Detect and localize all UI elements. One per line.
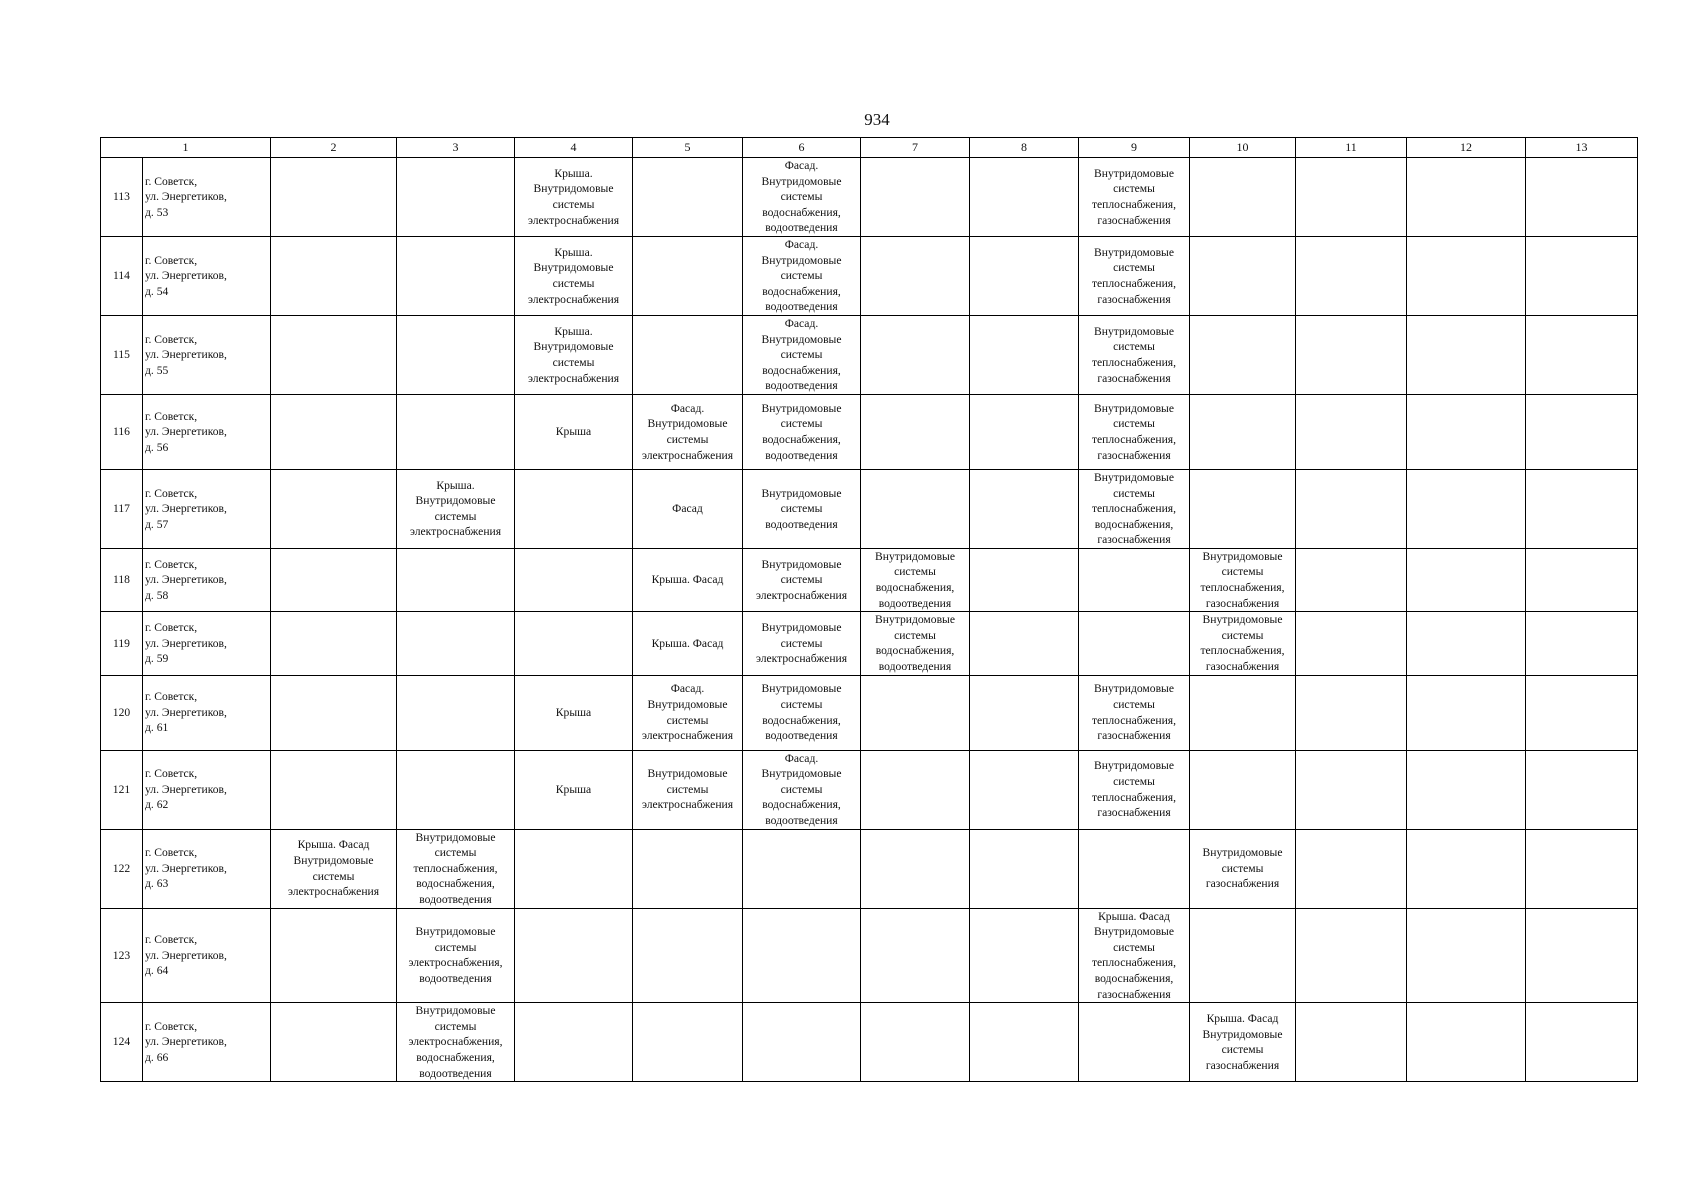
table-row xyxy=(101,394,1638,469)
table-cell-col-3 xyxy=(397,1003,515,1082)
table-cell-col-8 xyxy=(970,469,1079,548)
table-cell-col-4 xyxy=(515,675,633,750)
cell-text: Внутридомовые системы водоснабжения, водоотведения xyxy=(761,401,842,462)
table-cell-col-12 xyxy=(1407,394,1526,469)
table-cell-col-10 xyxy=(1190,469,1296,548)
table-cell-col-6 xyxy=(743,750,861,829)
table-cell-col-6 xyxy=(743,675,861,750)
column-header-9: 9 xyxy=(1079,138,1190,158)
table-cell-col-10 xyxy=(1190,908,1296,1003)
table-cell-col-13 xyxy=(1526,1003,1638,1082)
row-number: 120 xyxy=(101,675,143,750)
table-row xyxy=(101,908,1638,1003)
table-cell-col-12 xyxy=(1407,236,1526,315)
table-cell-col-3 xyxy=(397,394,515,469)
table-cell-col-13 xyxy=(1526,829,1638,908)
table-cell-col-3 xyxy=(397,158,515,237)
table-cell-col-13 xyxy=(1526,315,1638,394)
address-cell xyxy=(143,750,271,829)
column-header-10: 10 xyxy=(1190,138,1296,158)
address-cell xyxy=(143,158,271,237)
table-cell-col-2 xyxy=(271,469,397,548)
address-cell xyxy=(143,1003,271,1082)
row-number: 124 xyxy=(101,1003,143,1082)
table-cell-col-9 xyxy=(1079,469,1190,548)
table-cell-col-4 xyxy=(515,612,633,675)
address-cell xyxy=(143,315,271,394)
table-cell-col-9 xyxy=(1079,158,1190,237)
cell-text: Внутридомовые системы электроснабжения, водоснабжения, водоотведения xyxy=(408,1004,503,1080)
table-cell-col-8 xyxy=(970,158,1079,237)
table-cell-col-9 xyxy=(1079,548,1190,611)
address-cell xyxy=(143,612,271,675)
table-row xyxy=(101,469,1638,548)
table-cell-col-8 xyxy=(970,315,1079,394)
table-cell-col-2 xyxy=(271,612,397,675)
table-cell-col-5 xyxy=(633,1003,743,1082)
table-cell-col-7 xyxy=(861,612,970,675)
work-schedule-table xyxy=(100,137,1638,1082)
page-number: 934 xyxy=(864,110,890,129)
column-header-8: 8 xyxy=(970,138,1079,158)
table-cell-col-5 xyxy=(633,908,743,1003)
cell-text: Крыша xyxy=(555,705,592,719)
table-row xyxy=(101,315,1638,394)
column-header-12: 12 xyxy=(1407,138,1526,158)
cell-text: Внутридомовые системы водоотведения xyxy=(761,486,842,531)
cell-text: Фасад. Внутридомовые системы водоснабжения, водоотведения xyxy=(761,237,842,314)
column-header-7: 7 xyxy=(861,138,970,158)
table-cell-col-8 xyxy=(970,1003,1079,1082)
table-cell-col-2 xyxy=(271,1003,397,1082)
table-cell-col-9 xyxy=(1079,612,1190,675)
table-cell-col-11 xyxy=(1296,469,1407,548)
table-cell-col-11 xyxy=(1296,750,1407,829)
cell-text: Внутридомовые системы теплоснабжения, газоснабжения xyxy=(1091,245,1177,306)
address-cell xyxy=(143,469,271,548)
cell-text: Внутридомовые системы теплоснабжения, газоснабжения xyxy=(1091,324,1177,385)
cell-text: Внутридомовые системы электроснабжения xyxy=(641,767,734,812)
row-number: 116 xyxy=(101,394,143,469)
table-cell-col-3 xyxy=(397,315,515,394)
table-cell-col-6 xyxy=(743,829,861,908)
table-cell-col-4 xyxy=(515,829,633,908)
cell-text: Внутридомовые системы водоснабжения, водоотведения xyxy=(875,613,955,674)
table-cell-col-11 xyxy=(1296,612,1407,675)
row-number: 114 xyxy=(101,236,143,315)
header-row xyxy=(101,138,1638,158)
table-cell-col-10 xyxy=(1190,612,1296,675)
table-cell-col-8 xyxy=(970,750,1079,829)
table-cell-col-8 xyxy=(970,829,1079,908)
row-number: 118 xyxy=(101,548,143,611)
table-cell-col-9 xyxy=(1079,236,1190,315)
address-text: г. Советск, ул. Энергетиков, д. 64 xyxy=(145,932,227,978)
cell-text: Внутридомовые системы водоснабжения, водоотведения xyxy=(761,682,842,743)
table-cell-col-4 xyxy=(515,236,633,315)
table-cell-col-10 xyxy=(1190,158,1296,237)
table-row xyxy=(101,236,1638,315)
table-cell-col-12 xyxy=(1407,158,1526,237)
table-cell-col-9 xyxy=(1079,1003,1190,1082)
table-cell-col-11 xyxy=(1296,675,1407,750)
cell-text: Крыша. Внутридомовые системы электроснабжения xyxy=(527,166,620,227)
row-number: 123 xyxy=(101,908,143,1003)
row-number: 115 xyxy=(101,315,143,394)
table-cell-col-3 xyxy=(397,469,515,548)
cell-text: Внутридомовые системы теплоснабжения, газоснабжения xyxy=(1200,549,1285,610)
column-header-2: 2 xyxy=(271,138,397,158)
table-cell-col-3 xyxy=(397,548,515,611)
address-text: г. Советск, ул. Энергетиков, д. 61 xyxy=(145,690,227,735)
table-cell-col-4 xyxy=(515,750,633,829)
cell-text: Фасад. Внутридомовые системы водоснабжения, водоотведения xyxy=(761,159,842,235)
column-header-13: 13 xyxy=(1526,138,1638,158)
table-cell-col-6 xyxy=(743,1003,861,1082)
table-cell-col-4 xyxy=(515,548,633,611)
table-cell-col-7 xyxy=(861,1003,970,1082)
table-cell-col-8 xyxy=(970,908,1079,1003)
table-cell-col-10 xyxy=(1190,675,1296,750)
cell-text: Крыша. Фасад Внутридомовые системы газоснабжения xyxy=(1202,1011,1283,1072)
address-text: г. Советск, ул. Энергетиков, д. 56 xyxy=(145,409,227,454)
table-cell-col-7 xyxy=(861,158,970,237)
table-cell-col-4 xyxy=(515,1003,633,1082)
table-cell-col-8 xyxy=(970,612,1079,675)
cell-text: Внутридомовые системы теплоснабжения, газоснабжения xyxy=(1091,682,1177,743)
table-cell-col-2 xyxy=(271,829,397,908)
table-cell-col-8 xyxy=(970,675,1079,750)
table-cell-col-13 xyxy=(1526,158,1638,237)
column-header-3: 3 xyxy=(397,138,515,158)
table-cell-col-9 xyxy=(1079,394,1190,469)
table-cell-col-7 xyxy=(861,394,970,469)
cell-text: Фасад. Внутридомовые системы водоснабжения, водоотведения xyxy=(761,751,842,827)
cell-text: Фасад. Внутридомовые системы водоснабжения, водоотведения xyxy=(761,316,842,393)
table-cell-col-12 xyxy=(1407,829,1526,908)
table-cell-col-8 xyxy=(970,394,1079,469)
table-cell-col-4 xyxy=(515,394,633,469)
table-cell-col-2 xyxy=(271,315,397,394)
table-cell-col-6 xyxy=(743,908,861,1003)
address-cell xyxy=(143,908,271,1003)
table-cell-col-6 xyxy=(743,548,861,611)
table-cell-col-13 xyxy=(1526,908,1638,1003)
address-text: г. Советск, ул. Энергетиков, д. 58 xyxy=(145,557,227,602)
address-cell xyxy=(143,829,271,908)
table-cell-col-6 xyxy=(743,612,861,675)
table-cell-col-9 xyxy=(1079,908,1190,1003)
table-cell-col-11 xyxy=(1296,829,1407,908)
cell-text: Внутридомовые системы теплоснабжения, водоснабжения, газоснабжения xyxy=(1091,470,1177,547)
address-cell xyxy=(143,548,271,611)
table-cell-col-7 xyxy=(861,548,970,611)
table-row xyxy=(101,1003,1638,1082)
table-row xyxy=(101,548,1638,611)
table-cell-col-12 xyxy=(1407,315,1526,394)
cell-text: Крыша. Внутридомовые системы электроснабжения xyxy=(527,324,620,385)
address-text: г. Советск, ул. Энергетиков, д. 63 xyxy=(145,846,227,891)
table-cell-col-3 xyxy=(397,236,515,315)
column-header-5: 5 xyxy=(633,138,743,158)
table-cell-col-2 xyxy=(271,158,397,237)
address-text: г. Советск, ул. Энергетиков, д. 62 xyxy=(145,767,227,812)
cell-text: Внутридомовые системы теплоснабжения, газоснабжения xyxy=(1200,613,1285,674)
table-cell-col-3 xyxy=(397,908,515,1003)
table-row xyxy=(101,675,1638,750)
table-cell-col-13 xyxy=(1526,236,1638,315)
cell-text: Крыша. Фасад xyxy=(651,636,724,650)
address-text: г. Советск, ул. Энергетиков, д. 59 xyxy=(145,621,227,666)
cell-text: Внутридомовые системы водоснабжения, водоотведения xyxy=(875,549,955,610)
table-cell-col-4 xyxy=(515,158,633,237)
column-header-1: 1 xyxy=(101,138,271,158)
cell-text: Внутридомовые системы теплоснабжения, водоснабжения, водоотведения xyxy=(413,830,498,906)
cell-text: Крыша xyxy=(555,425,592,439)
table-cell-col-13 xyxy=(1526,675,1638,750)
cell-text: Внутридомовые системы электроснабжения, водоотведения xyxy=(408,925,503,985)
table-cell-col-4 xyxy=(515,469,633,548)
table-cell-col-5 xyxy=(633,675,743,750)
table-cell-col-3 xyxy=(397,829,515,908)
address-text: г. Советск, ул. Энергетиков, д. 54 xyxy=(145,253,227,298)
cell-text: Крыша xyxy=(555,782,592,796)
cell-text: Внутридомовые системы теплоснабжения, газоснабжения xyxy=(1091,401,1177,462)
table-cell-col-8 xyxy=(970,236,1079,315)
cell-text: Внутридомовые системы электроснабжения xyxy=(755,621,848,666)
table-cell-col-9 xyxy=(1079,315,1190,394)
cell-text: Внутридомовые системы теплоснабжения, газоснабжения xyxy=(1091,166,1177,227)
table-cell-col-11 xyxy=(1296,315,1407,394)
table-cell-col-12 xyxy=(1407,1003,1526,1082)
table-cell-col-6 xyxy=(743,158,861,237)
table-cell-col-2 xyxy=(271,236,397,315)
table-cell-col-8 xyxy=(970,548,1079,611)
table-cell-col-7 xyxy=(861,315,970,394)
table-cell-col-2 xyxy=(271,548,397,611)
table-cell-col-11 xyxy=(1296,908,1407,1003)
table-cell-col-12 xyxy=(1407,908,1526,1003)
table-cell-col-7 xyxy=(861,469,970,548)
table-cell-col-11 xyxy=(1296,394,1407,469)
table-cell-col-13 xyxy=(1526,469,1638,548)
table-cell-col-13 xyxy=(1526,612,1638,675)
cell-text: Крыша. Внутридомовые системы электроснабжения xyxy=(409,478,502,539)
table-cell-col-7 xyxy=(861,908,970,1003)
column-header-6: 6 xyxy=(743,138,861,158)
row-number: 122 xyxy=(101,829,143,908)
table-cell-col-9 xyxy=(1079,829,1190,908)
table-cell-col-7 xyxy=(861,750,970,829)
cell-text: Внутридомовые системы электроснабжения xyxy=(755,557,848,602)
table-cell-col-2 xyxy=(271,908,397,1003)
cell-text: Внутридомовые системы газоснабжения xyxy=(1202,846,1283,891)
row-number: 121 xyxy=(101,750,143,829)
table-cell-col-5 xyxy=(633,394,743,469)
table-cell-col-5 xyxy=(633,612,743,675)
table-cell-col-2 xyxy=(271,394,397,469)
address-cell xyxy=(143,394,271,469)
table-cell-col-4 xyxy=(515,908,633,1003)
table-cell-col-10 xyxy=(1190,750,1296,829)
table-cell-col-11 xyxy=(1296,548,1407,611)
table-cell-col-5 xyxy=(633,236,743,315)
table-cell-col-12 xyxy=(1407,612,1526,675)
table-cell-col-13 xyxy=(1526,394,1638,469)
row-number: 119 xyxy=(101,612,143,675)
table-cell-col-11 xyxy=(1296,1003,1407,1082)
table-cell-col-11 xyxy=(1296,236,1407,315)
cell-text: Крыша. Внутридомовые системы электроснабжения xyxy=(527,245,620,306)
table-cell-col-10 xyxy=(1190,315,1296,394)
table-header xyxy=(101,138,1638,158)
table-cell-col-6 xyxy=(743,469,861,548)
table-cell-col-7 xyxy=(861,675,970,750)
table-cell-col-12 xyxy=(1407,675,1526,750)
table-cell-col-10 xyxy=(1190,394,1296,469)
table-cell-col-5 xyxy=(633,829,743,908)
table-cell-col-5 xyxy=(633,750,743,829)
table-cell-col-3 xyxy=(397,675,515,750)
table-cell-col-7 xyxy=(861,829,970,908)
table-cell-col-2 xyxy=(271,675,397,750)
address-text: г. Советск, ул. Энергетиков, д. 55 xyxy=(145,332,227,377)
table-cell-col-12 xyxy=(1407,750,1526,829)
cell-text: Крыша. Фасад xyxy=(651,573,724,587)
table-cell-col-12 xyxy=(1407,548,1526,611)
table-body xyxy=(101,158,1638,1082)
cell-text: Фасад. Внутридомовые системы электроснабжения xyxy=(641,682,734,743)
table-cell-col-3 xyxy=(397,612,515,675)
cell-text: Внутридомовые системы теплоснабжения, газоснабжения xyxy=(1091,759,1177,820)
table-cell-col-5 xyxy=(633,469,743,548)
table-cell-col-9 xyxy=(1079,675,1190,750)
table-cell-col-4 xyxy=(515,315,633,394)
table-cell-col-10 xyxy=(1190,1003,1296,1082)
row-number: 117 xyxy=(101,469,143,548)
address-text: г. Советск, ул. Энергетиков, д. 66 xyxy=(145,1019,227,1064)
table-row xyxy=(101,829,1638,908)
table-row xyxy=(101,612,1638,675)
table-cell-col-7 xyxy=(861,236,970,315)
address-text: г. Советск, ул. Энергетиков, д. 57 xyxy=(145,486,227,531)
table-cell-col-5 xyxy=(633,548,743,611)
table-cell-col-13 xyxy=(1526,750,1638,829)
table-cell-col-3 xyxy=(397,750,515,829)
table-row xyxy=(101,158,1638,237)
cell-text: Крыша. Фасад Внутридомовые системы электроснабжения xyxy=(287,838,380,899)
table-cell-col-10 xyxy=(1190,548,1296,611)
address-cell xyxy=(143,236,271,315)
cell-text: Фасад xyxy=(672,502,703,516)
cell-text: Крыша. Фасад Внутридомовые системы теплоснабжения, водоснабжения, газоснабжения xyxy=(1091,909,1177,1001)
cell-text: Фасад. Внутридомовые системы электроснабжения xyxy=(641,401,734,462)
column-header-11: 11 xyxy=(1296,138,1407,158)
table-cell-col-13 xyxy=(1526,548,1638,611)
table-cell-col-5 xyxy=(633,158,743,237)
table-cell-col-6 xyxy=(743,236,861,315)
row-number: 113 xyxy=(101,158,143,237)
column-header-4: 4 xyxy=(515,138,633,158)
table-cell-col-12 xyxy=(1407,469,1526,548)
table-cell-col-9 xyxy=(1079,750,1190,829)
address-cell xyxy=(143,675,271,750)
table-cell-col-5 xyxy=(633,315,743,394)
table-row xyxy=(101,750,1638,829)
address-text: г. Советск, ул. Энергетиков, д. 53 xyxy=(145,174,227,219)
table-cell-col-10 xyxy=(1190,236,1296,315)
table-cell-col-11 xyxy=(1296,158,1407,237)
table-cell-col-2 xyxy=(271,750,397,829)
table-cell-col-6 xyxy=(743,394,861,469)
table-cell-col-10 xyxy=(1190,829,1296,908)
table-cell-col-6 xyxy=(743,315,861,394)
